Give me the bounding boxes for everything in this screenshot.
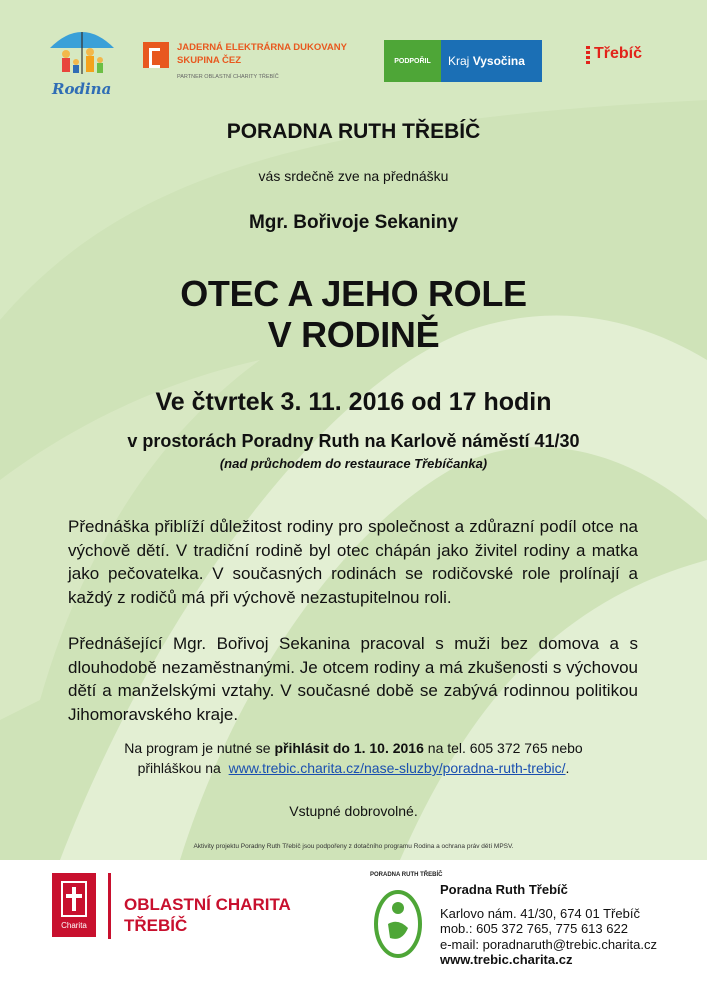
lecture-title-line2: V RODINĚ — [267, 314, 440, 355]
trebic-logo — [586, 43, 656, 71]
charita-name — [124, 894, 291, 936]
vysocina-text — [448, 54, 525, 68]
cez-subtitle: PARTNER OBLASTNÍ CHARITY TŘEBÍČ — [177, 74, 279, 80]
charita-box-text: Charita — [61, 921, 87, 930]
registration-line2-post: . — [565, 760, 570, 776]
registration-pre: Na program je nutné se — [124, 740, 271, 756]
contact-email[interactable]: e-mail: poradnaruth@trebic.charita.cz — [440, 936, 657, 952]
entry-fee-text: Vstupné dobrovolné. — [289, 803, 418, 819]
cez-line2: SKUPINA ČEZ — [177, 55, 242, 66]
trebic-dots-icon — [586, 46, 590, 66]
cez-line1: JADERNÁ ELEKTRÁRNA DUKOVANY — [177, 42, 347, 53]
vysocina-supported-label: PODPOŘIL — [384, 40, 441, 82]
project-footnote: Aktivity projektu Poradny Ruth Třebíč jsou podpořeny z dotačního programu Rodina a ochrana práv dětí MPSV. — [193, 843, 514, 850]
contact-block — [440, 882, 657, 968]
lecturer-name: Mgr. Bořivoje Sekaniny — [248, 212, 459, 233]
ruth-logo-text: PORADNA RUTH TŘEBÍČ — [370, 872, 443, 878]
cez-mark-icon — [143, 42, 169, 68]
vysocina-name: Vysočina — [472, 54, 525, 68]
charita-divider — [108, 873, 111, 939]
lecture-title-line1: OTEC A JEHO ROLE — [180, 273, 527, 314]
registration-post: na tel. 605 372 765 nebo — [427, 740, 583, 756]
invite-text: vás srdečně zve na přednášku — [258, 168, 449, 184]
lecture-place: v prostorách Poradny Ruth na Karlově náměstí 41/30 — [127, 431, 580, 451]
description-paragraph-2: Přednášející Mgr. Bořivoj Sekanina pracoval s muži bez domova a s dlouhodobě nezaměstnanými. Je otcem rodiny a má zkušenosti s výchovou dětí a manželskými vztahy. V současné době se zabývá rodinnou politikou Jihomoravského kraje. — [68, 634, 638, 724]
mother-child-icon — [368, 880, 434, 962]
registration-line2-pre: přihláškou na — [137, 760, 221, 776]
registration-line1 — [0, 740, 707, 756]
registration-deadline: přihlásit do 1. 10. 2016 — [274, 740, 424, 756]
charita-cross-icon — [61, 881, 87, 917]
contact-address: Karlovo nám. 41/30, 674 01 Třebíč — [440, 905, 640, 921]
family-umbrella-icon — [44, 22, 120, 82]
trebic-logo-text: Třebíč — [594, 45, 643, 62]
description-paragraph-1: Přednáška přiblíží důležitost rodiny pro společnost a zdůrazní podíl otce na výchově dětí. V tradiční rodině byl otec chápán jako živitel rodiny a matka jako pečovatelka. V současných rodinách se rodičovské role prolínají a každý z rodičů má při výchově nezastupitelnou roli. — [68, 517, 638, 607]
rodina-logo — [44, 22, 120, 102]
registration-link[interactable]: www.trebic.charita.cz/nase-sluzby/poradna-ruth-trebic/ — [228, 760, 566, 776]
ruth-logo — [368, 872, 443, 962]
registration-line2 — [0, 760, 707, 776]
contact-name: Poradna Ruth Třebíč — [440, 882, 568, 897]
charita-name-line1: OBLASTNÍ CHARITA — [124, 895, 291, 914]
charita-name-line2: TŘEBÍČ — [124, 916, 188, 935]
org-title: PORADNA RUTH TŘEBÍČ — [226, 120, 481, 143]
contact-mobile: mob.: 605 372 765, 775 613 622 — [440, 921, 628, 936]
lecture-date: Ve čtvrtek 3. 11. 2016 od 17 hodin — [155, 388, 552, 416]
lecture-place-note: (nad průchodem do restaurace Třebíčanka) — [219, 456, 488, 471]
vysocina-kraj: Kraj — [448, 54, 470, 68]
contact-web[interactable]: www.trebic.charita.cz — [440, 952, 573, 967]
vysocina-logo — [384, 40, 542, 82]
cez-logo — [143, 40, 373, 84]
rodina-logo-text: Rodina — [52, 80, 112, 98]
charita-logo-box — [52, 873, 96, 937]
